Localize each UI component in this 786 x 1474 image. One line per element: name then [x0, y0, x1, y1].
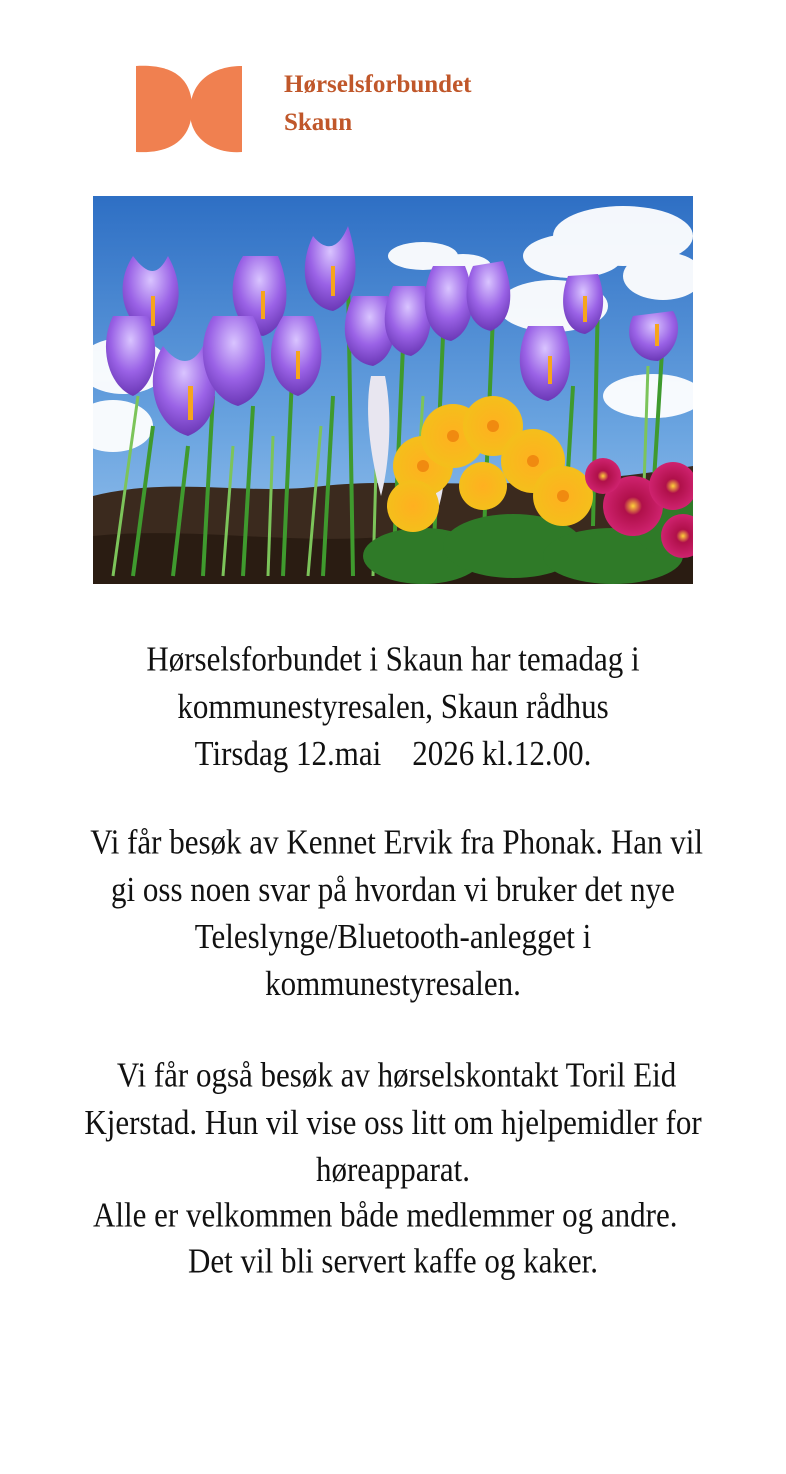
visit2-line2: Kjerstad. Hun vil vise oss litt om hjelpemidler for: [84, 1102, 702, 1142]
org-name-line1: Hørselsforbundet: [284, 71, 472, 98]
announcement-intro: [0, 636, 786, 777]
visit2-line3: høreapparat.: [315, 1149, 471, 1189]
org-name-line2: Skaun: [284, 109, 353, 136]
announcement-coffee: [0, 1238, 786, 1285]
visit1-line1: Vi får besøk av Kennet Ervik fra Phonak. Han vil: [83, 822, 703, 862]
announcement-visit-1: [0, 819, 786, 1007]
intro-line2: kommunestyresalen, Skaun rådhus: [177, 686, 609, 726]
visit1-line4: kommunestyresalen.: [265, 963, 521, 1003]
visit2-line1: Vi får også besøk av hørselskontakt Toril Eid: [109, 1055, 677, 1095]
coffee-line: Det vil bli servert kaffe og kaker.: [187, 1241, 599, 1281]
intro-line1: Hørselsforbundet i Skaun har temadag i: [146, 639, 640, 679]
announcement-visit-2: [0, 1052, 786, 1193]
visit1-line2: gi oss noen svar på hvordan vi bruker det nye: [111, 869, 675, 909]
logo-left-shape: [136, 66, 192, 152]
organization-name: [284, 66, 472, 142]
announcement-welcome: [93, 1192, 693, 1239]
organization-logo: [134, 62, 244, 156]
logo-right-shape: [190, 66, 242, 152]
visit1-line3: Teleslynge/Bluetooth-anlegget i: [194, 916, 592, 956]
spring-flowers-photo: [93, 196, 693, 584]
welcome-line: Alle er velkommen både medlemmer og andre.: [93, 1195, 678, 1235]
event-date: Tirsdag 12.mai 2026 kl.12.00.: [194, 733, 592, 773]
